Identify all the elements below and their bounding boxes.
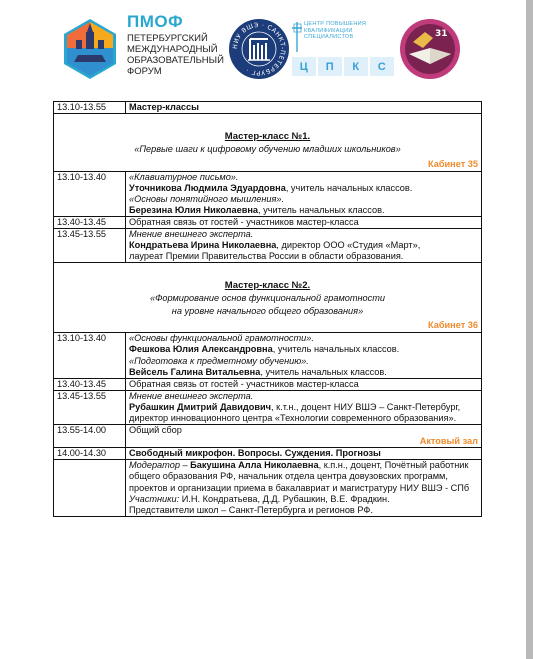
participants-label: Участники: bbox=[129, 493, 180, 504]
speaker-line bbox=[129, 367, 478, 378]
pmof-logo-icon bbox=[62, 18, 118, 80]
time-cell: 13.10-13.40 bbox=[54, 171, 126, 216]
cpks-letter: С bbox=[370, 57, 394, 76]
session-title: Общий сбор bbox=[129, 425, 182, 436]
speaker-role: , учитель начальных классов. bbox=[285, 182, 413, 193]
speaker-line bbox=[129, 344, 478, 355]
expert-label: Мнение внешнего эксперта. bbox=[129, 390, 254, 401]
talk-title: «Основы функциональной грамотности». bbox=[129, 333, 314, 344]
cpks-letter: Ц bbox=[292, 57, 316, 76]
session-title: Обратная связь от гостей - участников мастер-класса bbox=[126, 378, 482, 390]
session-details bbox=[126, 390, 482, 424]
time-cell: 13.40-13.45 bbox=[54, 378, 126, 390]
time-cell: 13.40-13.45 bbox=[54, 216, 126, 228]
time-cell: 13.55-14.00 bbox=[54, 425, 126, 448]
table-row bbox=[54, 333, 482, 378]
session-title: Мастер-классы bbox=[126, 102, 482, 114]
table-row bbox=[54, 448, 482, 460]
school-number: 31 bbox=[435, 29, 448, 39]
pmof-subtitle-line: ОБРАЗОВАТЕЛЬНЫЙ bbox=[127, 55, 224, 66]
pmof-subtitle-line: ФОРУМ bbox=[127, 66, 162, 77]
time-cell: 13.45-13.55 bbox=[54, 390, 126, 424]
session-details bbox=[126, 460, 482, 516]
table-row bbox=[54, 114, 482, 172]
hse-ring-text: НИУ ВШЭ · САНКТ-ПЕТЕРБУРГ · bbox=[231, 21, 287, 77]
table-row bbox=[54, 102, 482, 114]
speaker-role: , к.т.н., доцент НИУ ВШЭ – Санкт-Петербург, директор инновационного центра «Технологии современного образования». bbox=[129, 401, 461, 423]
time-cell: 14.00-14.30 bbox=[54, 448, 126, 460]
speaker-role: , учитель начальных классов. bbox=[260, 366, 387, 377]
masterclass-topic: на уровне начального общего образования» bbox=[171, 305, 364, 316]
session-details bbox=[126, 425, 482, 448]
representatives-line: Представители школ – Санкт-Петербурга и регионов РФ. bbox=[129, 504, 373, 515]
session-details bbox=[126, 333, 482, 378]
session-title: Свободный микрофон. Вопросы. Суждения. Прогнозы bbox=[126, 448, 482, 460]
cpks-logo bbox=[289, 21, 397, 77]
speaker-name: Фешкова Юлия Александровна bbox=[129, 344, 273, 355]
speaker-name: Березина Юлия Николаевна bbox=[129, 204, 259, 215]
table-row bbox=[54, 263, 482, 333]
session-details bbox=[126, 229, 482, 263]
schedule-table bbox=[53, 101, 482, 517]
table-row bbox=[54, 216, 482, 228]
masterclass-title: Мастер-класс №1. bbox=[224, 131, 311, 143]
participants-line bbox=[129, 494, 478, 505]
room-label: Кабинет 36 bbox=[428, 320, 478, 331]
table-row bbox=[54, 425, 482, 448]
talk-title: «Клавиатурное письмо». bbox=[129, 171, 239, 182]
masterclass-topic: «Первые шаги к цифровому обучению младших школьников» bbox=[134, 144, 401, 155]
cpks-letter: П bbox=[318, 57, 342, 76]
time-cell: 13.10-13.55 bbox=[54, 102, 126, 114]
cpks-letters bbox=[292, 57, 394, 76]
table-row bbox=[54, 171, 482, 216]
pmof-title: ПМОФ bbox=[127, 12, 184, 31]
time-cell-empty bbox=[54, 460, 126, 516]
speaker-role: , учитель начальных классов. bbox=[272, 344, 400, 355]
cpks-caption: ЦЕНТР ПОВЫШЕНИЯ КВАЛИФИКАЦИИ СПЕЦИАЛИСТОВ bbox=[304, 21, 367, 40]
speaker-line bbox=[129, 402, 478, 424]
pmof-subtitle-line: ПЕТЕРБУРГСКИЙ bbox=[127, 33, 208, 44]
speaker-role: лауреат Премии Правительства России в области образования. bbox=[129, 251, 404, 262]
cpks-mark-icon bbox=[292, 22, 303, 52]
moderator-label: Модератор – bbox=[129, 460, 188, 471]
participants-list: И.Н. Кондратьева, Д.Д. Рубашкин, В.Е. Фрадкин. bbox=[179, 493, 390, 504]
cpks-letter: К bbox=[344, 57, 368, 76]
table-row bbox=[54, 460, 482, 516]
moderator-role: , к.п.н., доцент, Почётный работник общего образования РФ, начальник отдела центра довузовских программ, проектов и организации приема в бакалавриат и магистратуру НИУ ВШЭ - СПб bbox=[129, 460, 470, 493]
masterclass-header bbox=[54, 114, 482, 172]
time-cell: 13.45-13.55 bbox=[54, 229, 126, 263]
talk-title: «Основы понятийного мышления». bbox=[129, 193, 285, 204]
school-31-logo-icon bbox=[399, 18, 461, 80]
speaker-line bbox=[129, 240, 478, 251]
table-row bbox=[54, 378, 482, 390]
expert-label: Мнение внешнего эксперта. bbox=[129, 229, 254, 240]
session-title: Обратная связь от гостей - участников мастер-класса bbox=[126, 216, 482, 228]
speaker-name: Кондратьева Ирина Николаевна bbox=[129, 240, 277, 251]
table-row bbox=[54, 229, 482, 263]
table-row bbox=[54, 390, 482, 424]
hse-seal-logo-icon bbox=[228, 18, 290, 80]
room-label: Кабинет 35 bbox=[428, 158, 478, 169]
masterclass-header bbox=[54, 263, 482, 333]
speaker-name: Уточникова Людмила Эдуардовна bbox=[129, 182, 286, 193]
speaker-role: , директор ООО «Студия «Март», bbox=[276, 240, 421, 251]
speaker-line bbox=[129, 183, 478, 194]
room-label: Актовый зал bbox=[419, 436, 478, 447]
speaker-name: Вейсель Галина Витальевна bbox=[129, 366, 261, 377]
session-details bbox=[126, 171, 482, 216]
moderator-name: Бакушина Алла Николаевна bbox=[190, 460, 319, 471]
time-cell: 13.10-13.40 bbox=[54, 333, 126, 378]
masterclass-topic: «Формирование основ функциональной грамотности bbox=[149, 293, 386, 304]
talk-title: «Подготовка к предметному обучению». bbox=[129, 355, 309, 366]
speaker-name: Рубашкин Дмитрий Давидович bbox=[129, 401, 272, 412]
pmof-subtitle-line: МЕЖДУНАРОДНЫЙ bbox=[127, 44, 218, 55]
masterclass-title: Мастер-класс №2. bbox=[224, 280, 311, 292]
speaker-line bbox=[129, 205, 478, 216]
speaker-role: , учитель начальных классов. bbox=[258, 204, 385, 215]
moderator-line bbox=[129, 460, 478, 493]
pmof-subtitle bbox=[127, 33, 237, 77]
